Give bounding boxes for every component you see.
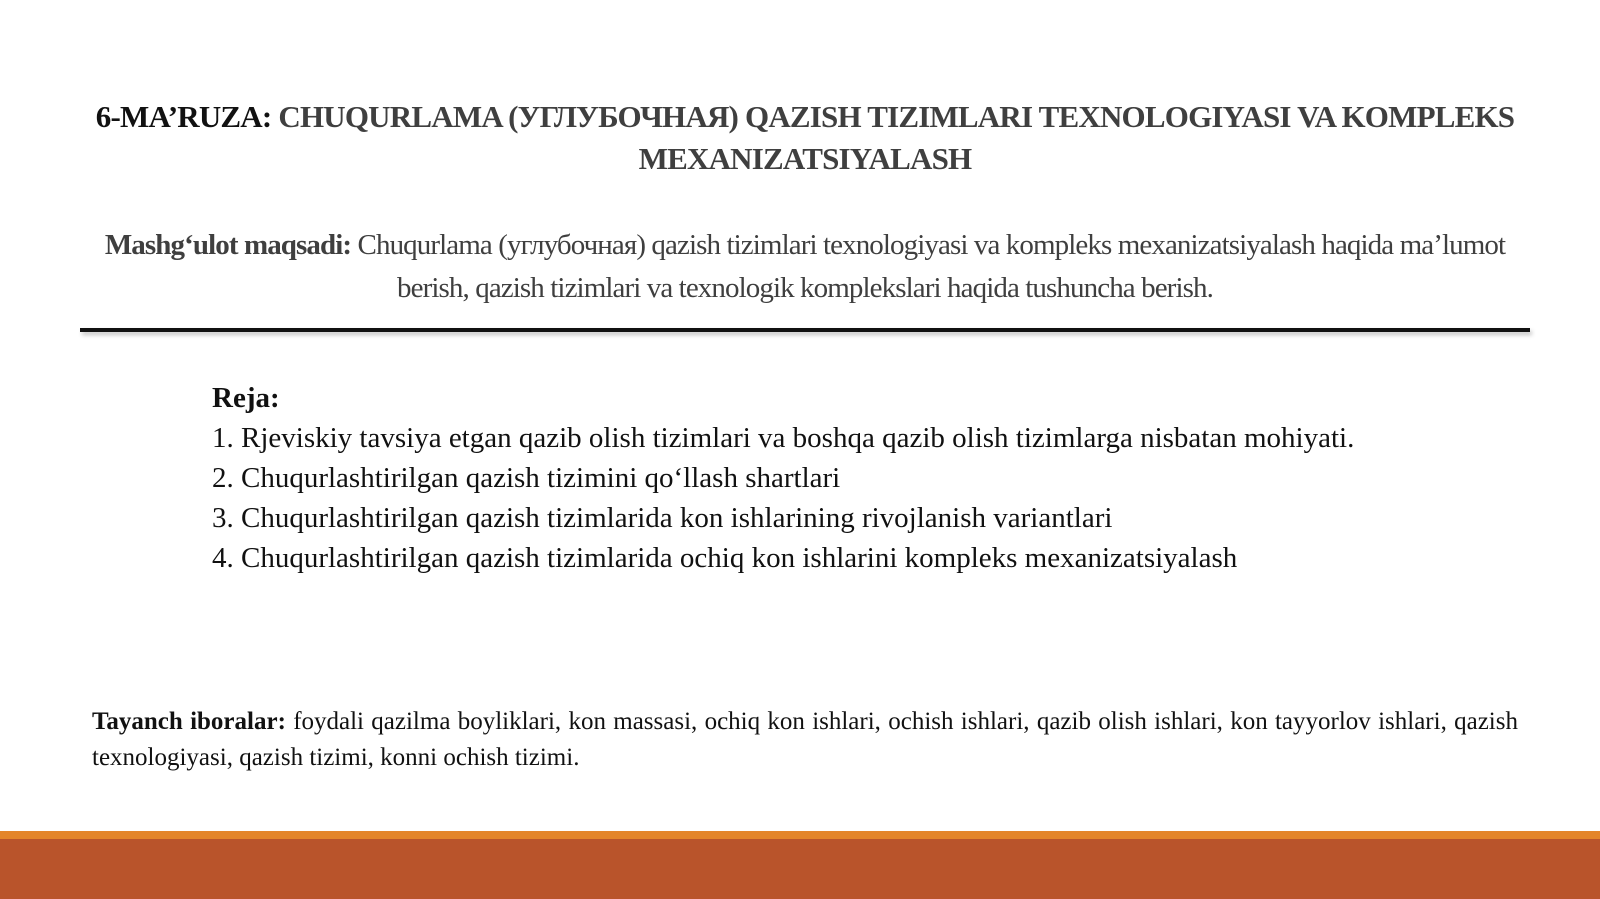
lecture-title-text: CHUQURLAMA (УГЛУБОЧНАЯ) QAZISH TIZIMLARI TEXNOLOGIYASI VA KOMPLEKS MEXANIZATSIYALASH [278,99,1515,176]
keywords-section [92,704,1518,776]
lesson-goal-label: Mashg‘ulot maqsadi: [104,229,352,261]
plan-item: 1. Rjeviskiy tavsiya etgan qazib olish tizimlari va boshqa qazib olish tizimlarga nisbatan mohiyati. [212,422,1355,454]
plan-heading: Reja: [212,382,280,414]
lecture-title [80,96,1530,180]
plan-item: 3. Chuqurlashtirilgan qazish tizimlarida kon ishlarining rivojlanish variantlari [212,502,1113,534]
keywords-label: Tayanch iboralar: [92,708,286,735]
plan-item: 4. Chuqurlashtirilgan qazish tizimlarida ochiq kon ishlarini kompleks mexanizatsiyalash [212,542,1238,574]
section-divider [80,328,1530,332]
lesson-goal-text: Chuqurlama (углубочная) qazish tizimlari texnologiyasi va kompleks mexanizatsiyalash haqida ma’lumot berish, qazish tizimlari va texnologik komplekslari haqida tushuncha berish. [357,229,1506,304]
lesson-goal [80,224,1530,310]
plan-item: 2. Chuqurlashtirilgan qazish tizimini qo‘llash shartlari [212,462,841,494]
plan-section [212,378,1462,578]
lecture-number: 6-MA’RUZA: [95,99,272,134]
keywords-text: foydali qazilma boyliklari, kon massasi, ochiq kon ishlari, ochish ishlari, qazib olish ishlari, kon tayyorlov ishlari, qazish texnologiyasi, qazish tizimi, konni ochish tizimi. [92,708,1518,771]
footer-accent-bar [0,831,1600,839]
footer-bar [0,839,1600,899]
